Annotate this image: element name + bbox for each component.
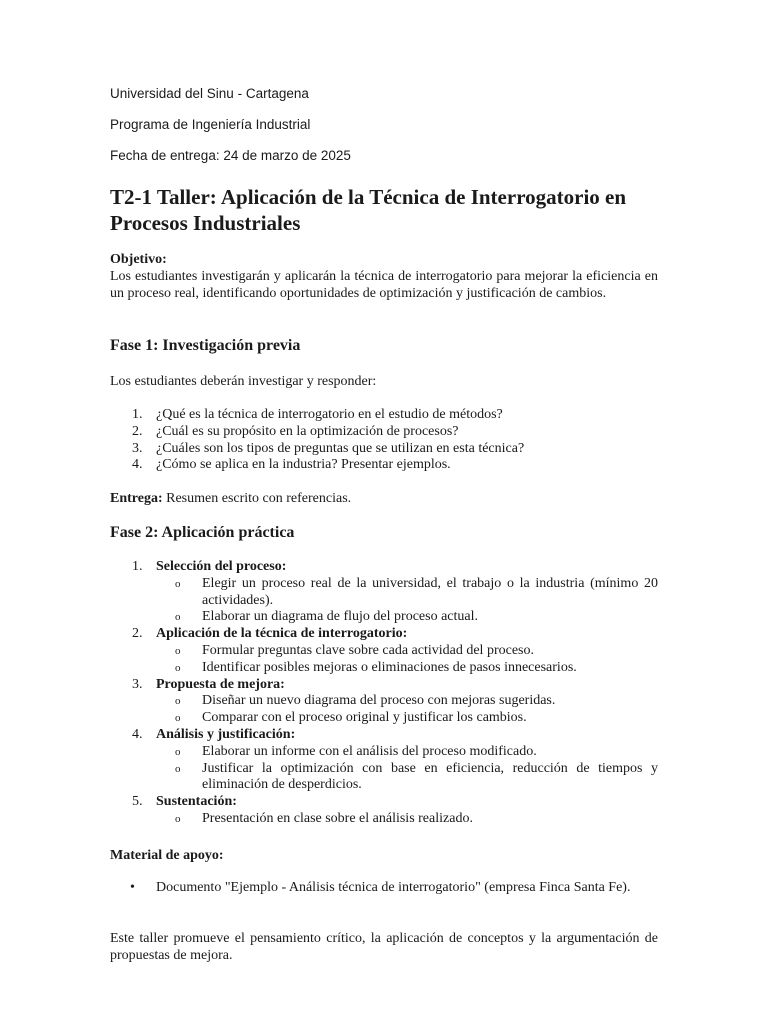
objective-label: Objetivo: <box>110 252 167 267</box>
question-number: 2. <box>132 423 143 439</box>
step-subitem <box>110 761 658 795</box>
circle-bullet-icon: o <box>175 812 181 825</box>
support-heading: Material de apoyo: <box>110 848 224 863</box>
step-item <box>110 677 658 727</box>
step-subitem-list <box>156 744 658 794</box>
phase2-step-list <box>110 559 658 828</box>
step-subitem-text: Diseñar un nuevo diagrama del proceso con mejoras sugeridas. <box>202 693 556 709</box>
step-item <box>110 794 658 828</box>
step-subitem-list <box>156 576 658 626</box>
step-number: 3. <box>132 676 143 692</box>
step-title: Aplicación de la técnica de interrogatorio: <box>156 626 408 642</box>
step-subitem-text: Comparar con el proceso original y justificar los cambios. <box>202 710 527 726</box>
step-subitem <box>110 710 658 727</box>
step-subitem-list <box>156 811 658 828</box>
page-title: T2-1 Taller: Aplicación de la Técnica de Interrogatorio en Procesos Industriales <box>110 185 627 235</box>
phase1-question-list <box>110 407 658 474</box>
circle-bullet-icon: o <box>175 745 181 758</box>
step-item <box>110 559 658 626</box>
question-item <box>110 441 658 458</box>
step-subitem <box>110 609 658 626</box>
circle-bullet-icon: o <box>175 762 181 775</box>
step-title: Propuesta de mejora: <box>156 676 285 692</box>
step-subitem-list <box>156 643 658 677</box>
bullet-icon: • <box>130 880 135 895</box>
question-item <box>110 457 658 474</box>
support-item-text: Documento "Ejemplo - Análisis técnica de interrogatorio" (empresa Finca Santa Fe). <box>156 880 631 895</box>
step-subitem <box>110 643 658 660</box>
step-number: 1. <box>132 559 143 574</box>
step-title: Análisis y justificación: <box>156 726 296 742</box>
step-subitem-text: Justificar la optimización con base en eficiencia, reducción de tiempos y eliminación de desperdicios. <box>202 760 658 793</box>
closing-text: Este taller promueve el pensamiento crítico, la aplicación de conceptos y la argumentación de propuestas de mejora. <box>110 931 658 963</box>
step-item <box>110 626 658 676</box>
due-date: Fecha de entrega: 24 de marzo de 2025 <box>110 148 351 163</box>
phase1-heading: Fase 1: Investigación previa <box>110 337 301 354</box>
step-subitem-text: Elegir un proceso real de la universidad, el trabajo o la industria (mínimo 20 actividades). <box>202 575 658 608</box>
step-subitem-text: Presentación en clase sobre el análisis realizado. <box>202 810 473 826</box>
step-subitem <box>110 744 658 761</box>
delivery-text: Resumen escrito con referencias. <box>162 491 352 506</box>
question-text: ¿Cuáles son los tipos de preguntas que se utilizan en esta técnica? <box>156 440 525 456</box>
step-subitem <box>110 576 658 610</box>
step-number: 2. <box>132 626 143 642</box>
support-item <box>110 880 658 897</box>
question-number: 3. <box>132 440 143 456</box>
phase1-intro: Los estudiantes deberán investigar y responder: <box>110 374 377 389</box>
question-number: 4. <box>132 457 143 473</box>
question-text: ¿Qué es la técnica de interrogatorio en el estudio de métodos? <box>156 407 503 422</box>
circle-bullet-icon: o <box>175 712 181 725</box>
step-subitem-text: Formular preguntas clave sobre cada actividad del proceso. <box>202 642 534 658</box>
step-subitem <box>110 693 658 710</box>
question-text: ¿Cómo se aplica en la industria? Presentar ejemplos. <box>156 457 451 473</box>
program-name: Programa de Ingeniería Industrial <box>110 117 311 132</box>
question-item <box>110 424 658 441</box>
circle-bullet-icon: o <box>175 644 181 657</box>
step-number: 4. <box>132 726 143 742</box>
support-list <box>110 880 658 897</box>
delivery-label: Entrega: <box>110 491 163 506</box>
step-title: Sustentación: <box>156 794 237 810</box>
circle-bullet-icon: o <box>175 695 181 708</box>
circle-bullet-icon: o <box>175 661 181 674</box>
question-number: 1. <box>132 407 143 422</box>
university-name: Universidad del Sinu - Cartagena <box>110 86 309 101</box>
circle-bullet-icon: o <box>175 577 181 590</box>
step-title: Selección del proceso: <box>156 559 287 574</box>
step-subitem <box>110 811 658 828</box>
question-text: ¿Cuál es su propósito en la optimización de procesos? <box>156 423 459 439</box>
phase1-delivery <box>110 490 658 507</box>
step-subitem-list <box>156 693 658 727</box>
objective-text: Los estudiantes investigarán y aplicarán la técnica de interrogatorio para mejorar la eficiencia en un proceso real, identificando oportunidades de optimización y justificación de cambios. <box>110 269 658 301</box>
step-subitem-text: Elaborar un informe con el análisis del proceso modificado. <box>202 743 537 759</box>
step-subitem <box>110 660 658 677</box>
step-subitem-text: Identificar posibles mejoras o eliminaciones de pasos innecesarios. <box>202 659 577 675</box>
question-item <box>110 407 658 424</box>
circle-bullet-icon: o <box>175 611 181 624</box>
step-subitem-text: Elaborar un diagrama de flujo del proceso actual. <box>202 609 478 625</box>
step-item <box>110 727 658 794</box>
phase2-heading: Fase 2: Aplicación práctica <box>110 524 295 541</box>
step-number: 5. <box>132 794 143 810</box>
